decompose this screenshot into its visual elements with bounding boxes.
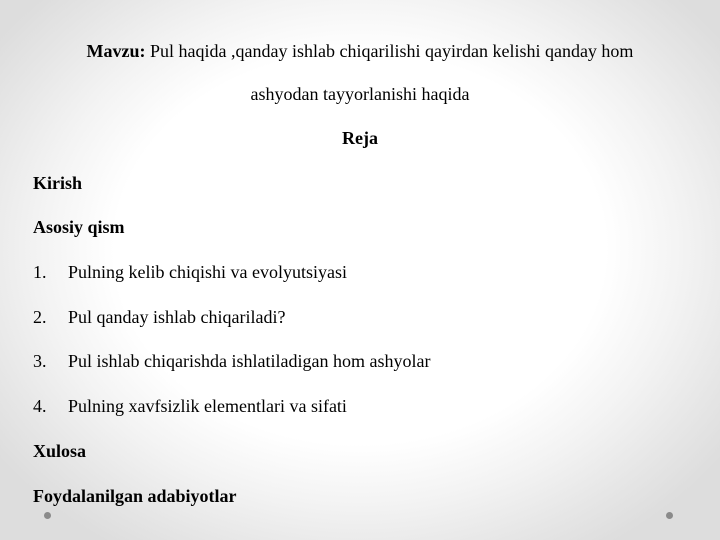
- topic-line-1: [0, 40, 720, 62]
- list-item-number: 1.: [33, 262, 47, 282]
- decorative-dot-left: [44, 512, 51, 519]
- list-item-number: 3.: [33, 351, 47, 371]
- topic-label: Mavzu:: [86, 41, 146, 61]
- plan-heading: Reja: [342, 128, 378, 148]
- topic-line-2: ashyodan tayyorlanishi haqida: [250, 84, 470, 104]
- topic-text-1: Pul haqida ,qanday ishlab chiqarilishi qayirdan kelishi qanday hom: [150, 41, 634, 61]
- decorative-dot-right: [666, 512, 673, 519]
- list-item-text: Pul qanday ishlab chiqariladi?: [68, 307, 286, 327]
- list-item-text: Pulning xavfsizlik elementlari va sifati: [68, 396, 347, 416]
- list-item-text: Pul ishlab chiqarishda ishlatiladigan hom ashyolar: [68, 351, 431, 371]
- list-item-number: 4.: [33, 396, 47, 416]
- list-item-text: Pulning kelib chiqishi va evolyutsiyasi: [68, 262, 347, 282]
- main-part-heading: Asosiy qism: [33, 217, 125, 237]
- list-item-number: 2.: [33, 307, 47, 327]
- references-heading: Foydalanilgan adabiyotlar: [33, 486, 237, 506]
- conclusion-heading: Xulosa: [33, 441, 87, 461]
- intro-heading: Kirish: [33, 173, 83, 193]
